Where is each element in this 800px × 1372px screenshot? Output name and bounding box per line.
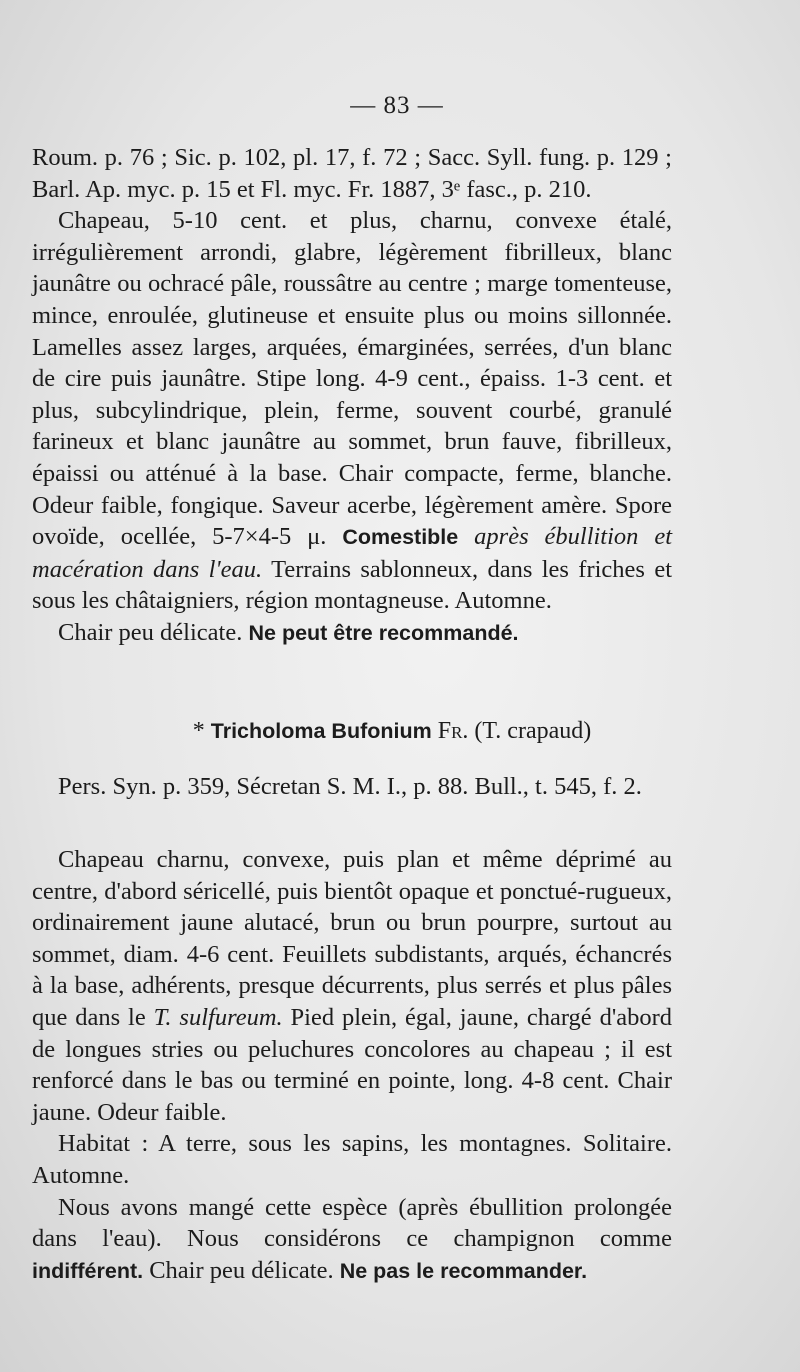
entry1-recommendation: Ne peut être recommandé. (248, 620, 519, 645)
entry2-common-name: (T. crapaud) (474, 717, 592, 744)
entry1-habitat: Terrains sablonneux, dans les friches et sous les châtaigniers, région montagneuse. Automne. (32, 555, 673, 615)
entry2-compared-species: T. sulfureum. (153, 1004, 283, 1032)
entry1-preparation: après ébullition et macération dans l'eau. (32, 523, 673, 583)
entry1-description-text: Chapeau, 5-10 cent. et plus, charnu, convexe étalé, irrégulièrement arrondi, glabre, légèrement fibrilleux, blanc jaunâtre ou ochracé pâle, roussâtre au centre ; marge tomenteuse, mince, enroulée, glutineuse et ensuite plus ou moins sillonnée. Lamelles assez larges, arquées, émarginées, serrées, d'un blanc de cire puis jaunâtre. Stipe long. 4-9 cent., épaiss. 1-3 cent. et plus, subcylindrique, plein, ferme, souvent courbé, granulé farineux et blanc jaunâtre au sommet, brun fauve, fibrilleux, épaissi ou atténué à la base. Chair compacte, ferme, blanche. Odeur faible, fongique. Saveur acerbe, légèrement amère. Spore ovoïde, ocellée, 5-7×4-5 μ. (32, 207, 672, 551)
entry2-references: Pers. Syn. p. 359, Sécretan S. M. I., p. 88. Bull., t. 545, f. 2. (58, 772, 642, 800)
entry2-description-a: Chapeau charnu, convexe, puis plan et même déprimé au centre, d'abord séricellé, puis bientôt opaque et ponctué-rugueux, ordinairement jaune alutacé, brun ou brun pourpre, surtout au sommet, diam. 4-6 cent. Feuillets subdistants, arqués, échancrés à la base, adhérents, presque décurrents, plus serrés et plus pâles que dans le (32, 846, 672, 1032)
entry2-note-a: Nous avons mangé cette espèce (après ébullition prolongée dans l'eau). Nous considérons ce champignon comme (32, 1193, 672, 1253)
entry2-description-b: Pied plein, égal, jaune, chargé d'abord de longues stries ou peluchures concolores au chapeau ; il est renforcé dans le bas ou terminé en pointe, long. 4-8 cent. Chair jaune. Odeur faible. (32, 1004, 673, 1126)
entry2-author: Fr. (437, 717, 469, 744)
entry2-species-name: Tricholoma Bufonium (210, 718, 432, 743)
entry1-edibility: Comestible (342, 525, 459, 550)
entry2-habitat: Habitat : A terre, sous les sapins, les montagnes. Solitaire. Automne. (32, 1130, 672, 1190)
entry2-note (32, 1192, 672, 1288)
entry2-recommendation: Ne pas le recommander. (339, 1258, 588, 1283)
entry1-note-text: Chair peu délicate. (58, 618, 243, 646)
entry1-note (32, 617, 672, 650)
spacer (32, 802, 672, 844)
entry2-note-b: Chair peu délicate. (149, 1256, 334, 1284)
page-number: — 83 — (350, 92, 444, 119)
entry2-verdict: indifférent. (32, 1258, 144, 1283)
entry2-description (32, 844, 672, 1128)
entry1-description (32, 205, 672, 617)
entry2-heading (32, 718, 672, 745)
entry1-references: Roum. p. 76 ; Sic. p. 102, pl. 17, f. 72 ; Sacc. Syll. fung. p. 129 ; Barl. Ap. myc. p. 15 et Fl. myc. Fr. 1887, 3ᵉ fasc., p. 210. (32, 144, 672, 203)
entry2-asterisk: * (192, 717, 205, 744)
